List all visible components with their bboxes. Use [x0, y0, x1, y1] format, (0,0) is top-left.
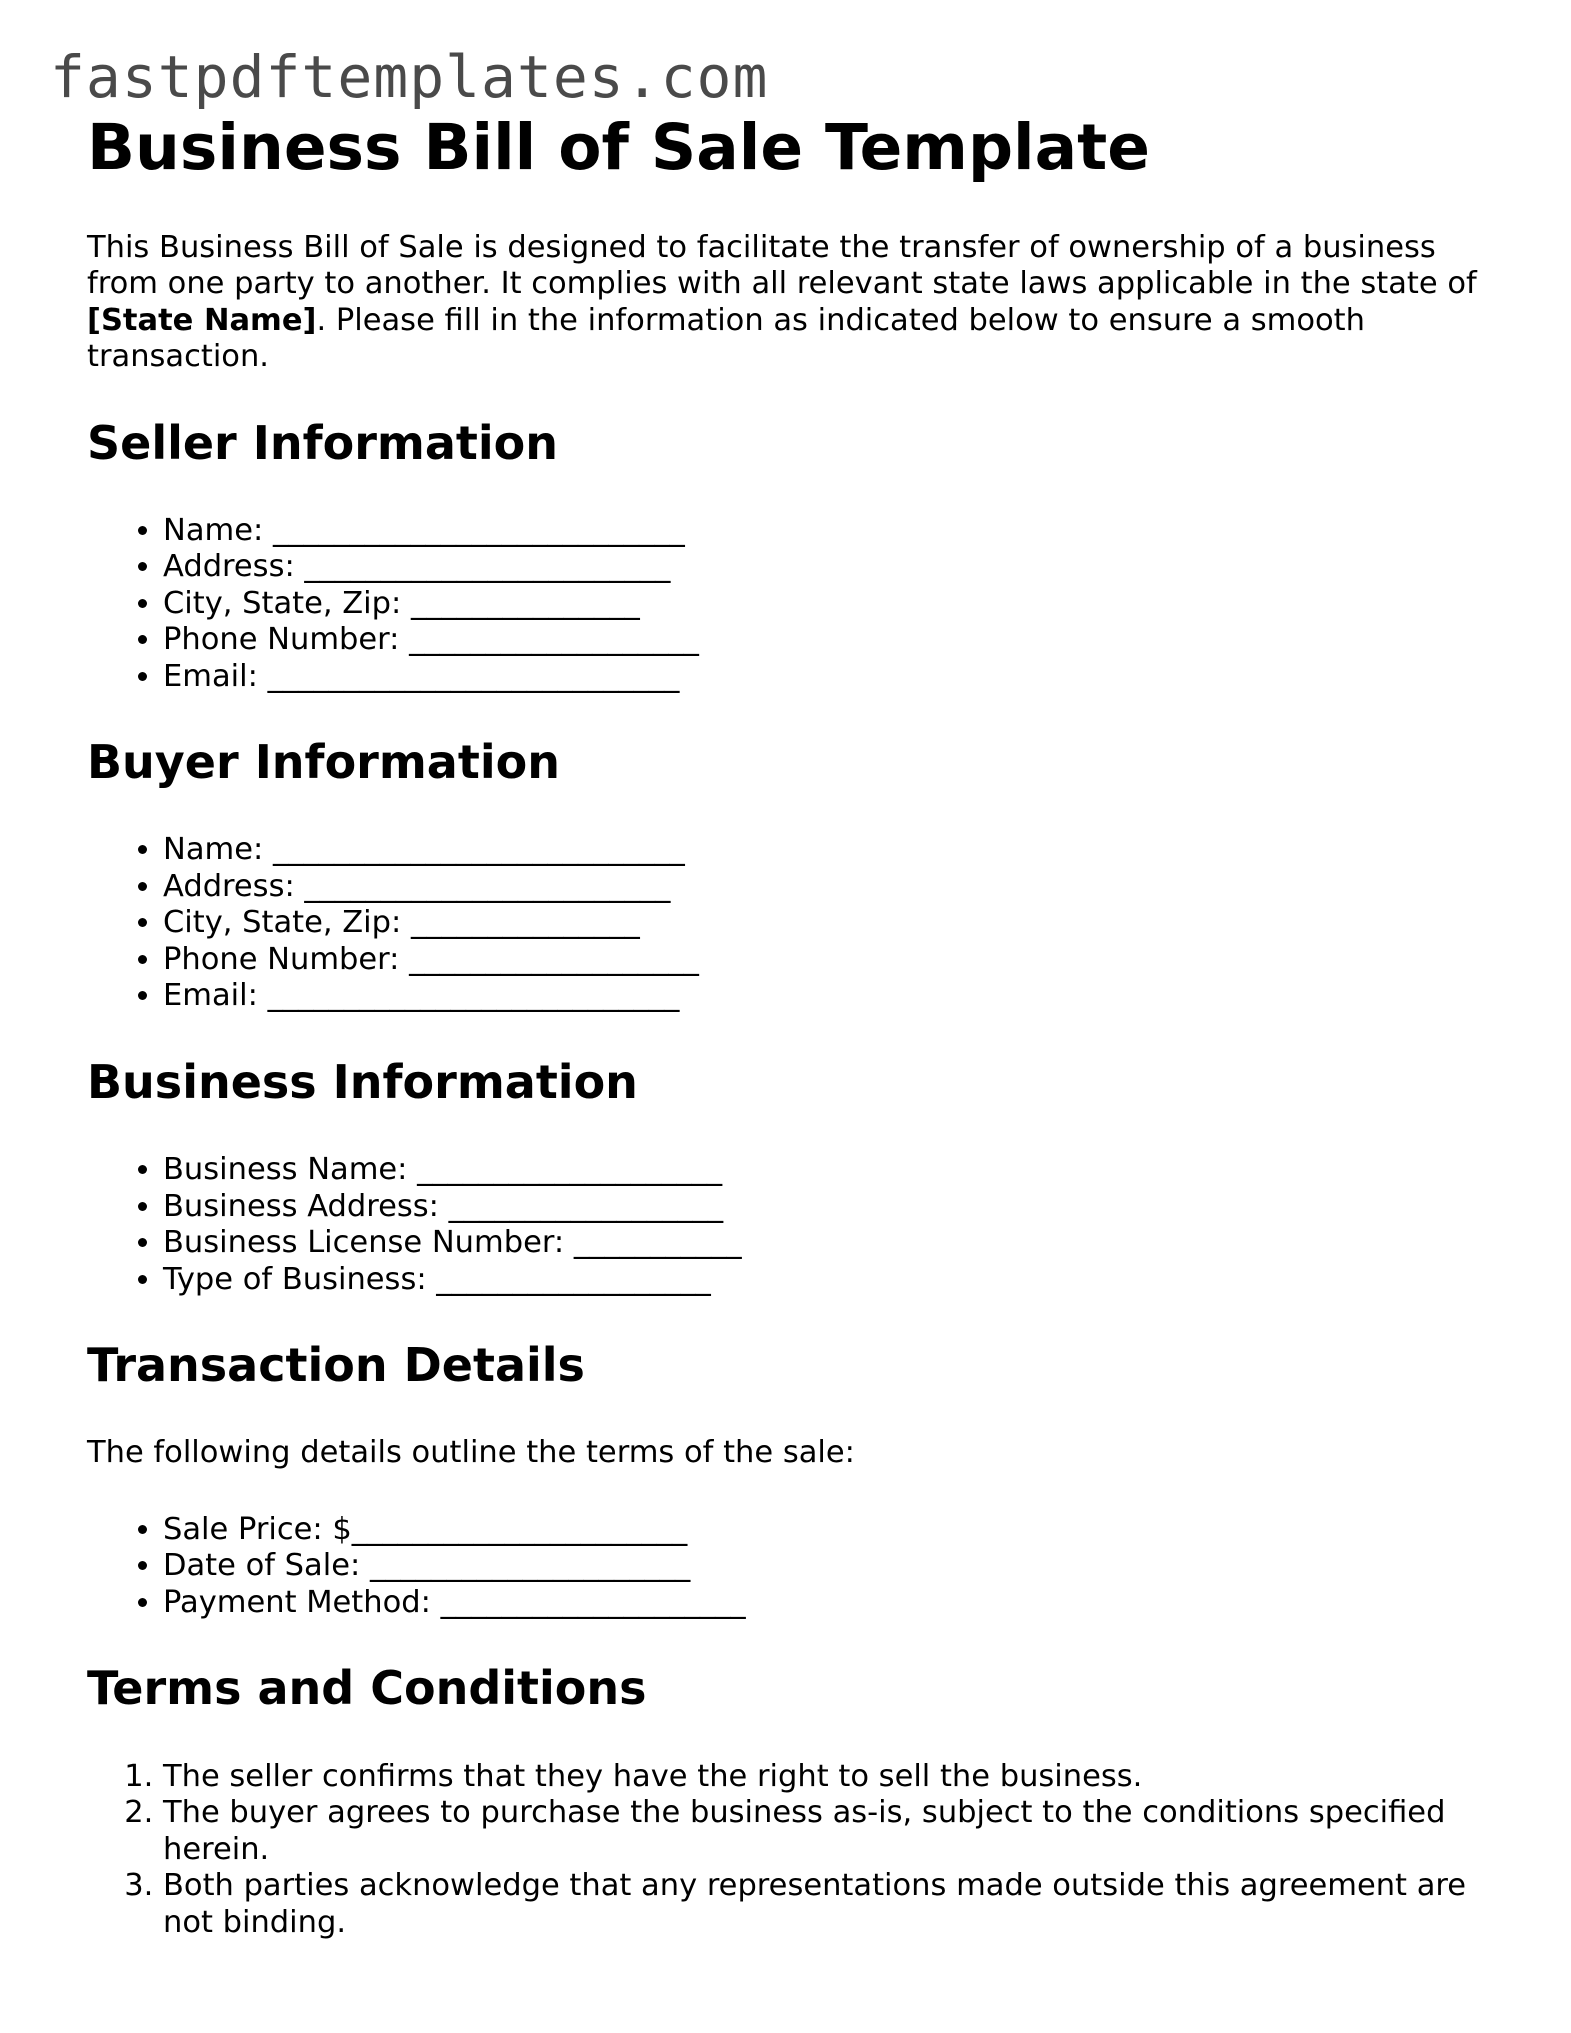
seller-heading: Seller Information	[87, 415, 559, 470]
buyer-heading: Buyer Information	[87, 735, 560, 790]
document-page	[87, 110, 1487, 1981]
business-type-field: • Type of Business: __________________	[163, 1262, 1487, 1299]
business-heading: Business Information	[87, 1054, 638, 1109]
watermark: fastpdftemplates.com	[50, 43, 769, 111]
seller-city-state-zip-field: • City, State, Zip: _______________	[163, 586, 1487, 623]
terms-item: 1. The seller confirms that they have the right to sell the business.	[163, 1759, 1487, 1796]
seller-address-field: • Address: ________________________	[163, 549, 1487, 586]
terms-item: 2. The buyer agrees to purchase the business as-is, subject to the conditions specified herein.	[163, 1795, 1487, 1868]
state-name-placeholder: [State Name]	[87, 302, 317, 338]
business-list	[87, 1152, 1487, 1298]
seller-name-field: • Name: ___________________________	[163, 513, 1487, 550]
terms-heading: Terms and Conditions	[87, 1661, 647, 1716]
seller-phone-field: • Phone Number: ___________________	[163, 622, 1487, 659]
sale-price-field: • Sale Price: $______________________	[163, 1512, 1487, 1549]
business-name-field: • Business Name: ____________________	[163, 1152, 1487, 1189]
terms-list	[87, 1759, 1487, 1942]
seller-list	[87, 513, 1487, 696]
buyer-email-field: • Email: ___________________________	[163, 978, 1487, 1015]
page-title: Business Bill of Sale Template	[87, 111, 1151, 184]
intro-text-before: This Business Bill of Sale is designed to facilitate the transfer of ownership of a business from one party to another. It complies with all relevant state laws applicable in the state of	[87, 229, 1477, 302]
seller-email-field: • Email: ___________________________	[163, 659, 1487, 696]
transaction-heading: Transaction Details	[87, 1338, 585, 1393]
transaction-intro: The following details outline the terms of the sale:	[87, 1435, 855, 1471]
buyer-name-field: • Name: ___________________________	[163, 832, 1487, 869]
transaction-list	[87, 1512, 1487, 1622]
date-of-sale-field: • Date of Sale: _____________________	[163, 1548, 1487, 1585]
business-license-field: • Business License Number: ___________	[163, 1225, 1487, 1262]
buyer-address-field: • Address: ________________________	[163, 869, 1487, 906]
payment-method-field: • Payment Method: ____________________	[163, 1585, 1487, 1622]
intro-text-after: . Please fill in the information as indicated below to ensure a smooth transaction.	[87, 302, 1365, 375]
business-address-field: • Business Address: __________________	[163, 1189, 1487, 1226]
intro-paragraph	[87, 230, 1487, 376]
buyer-list	[87, 832, 1487, 1015]
terms-item: 3. Both parties acknowledge that any representations made outside this agreement are not binding.	[163, 1868, 1487, 1941]
buyer-phone-field: • Phone Number: ___________________	[163, 942, 1487, 979]
buyer-city-state-zip-field: • City, State, Zip: _______________	[163, 905, 1487, 942]
